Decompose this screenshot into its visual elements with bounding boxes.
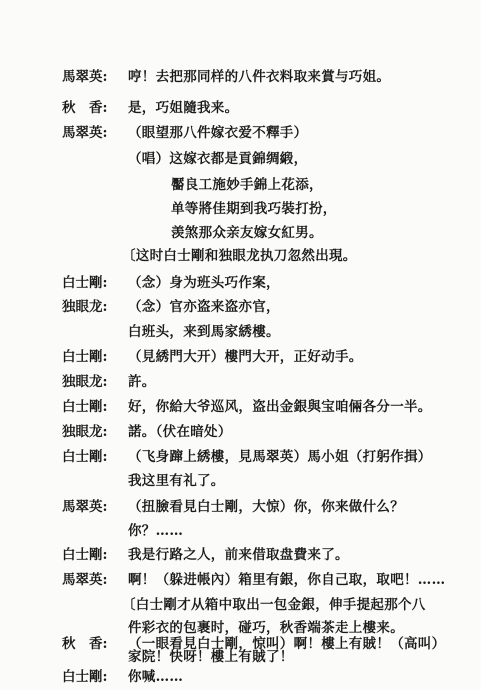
line-text: 哼！去把那同样的八件衣料取来賞与巧姐。 xyxy=(128,69,391,85)
line-text: 你喊…… xyxy=(128,669,184,685)
dialogue-line xyxy=(0,296,481,318)
line-text: 件彩衣的包裹时，碰巧，秋香端茶走上樓来。 xyxy=(128,620,404,636)
speaker-name: 白士剛: xyxy=(62,669,108,685)
speaker-name: 独眼龙: xyxy=(62,424,108,440)
dialogue-line xyxy=(0,346,481,368)
line-text: 你？…… xyxy=(128,523,184,539)
line-text: 家院！快呀！樓上有賊了！ xyxy=(128,649,294,665)
speaker-name: 白士剛: xyxy=(62,547,108,563)
line-text: 〔白士剛才从箱中取出一包金銀，伸手提起那个八 xyxy=(122,597,426,613)
line-text: 是，巧姐隨我来。 xyxy=(128,100,239,116)
line-text: 单等將佳期到我巧裝打扮， xyxy=(171,201,337,217)
line-text: （唱）这嫁衣都是貢錦绸緞， xyxy=(128,151,308,167)
dialogue-line xyxy=(0,97,481,119)
speaker-name: 白士剛: xyxy=(62,275,108,291)
speaker-name: 白士剛: xyxy=(62,399,108,415)
speaker-name: 独眼龙: xyxy=(62,374,108,390)
line-text: 我是行路之人，前来借取盘費来了。 xyxy=(128,547,349,563)
line-text: （念）官亦盗来盗亦官， xyxy=(128,299,280,315)
line-text: 我这里有礼了。 xyxy=(128,473,225,489)
dialogue-line xyxy=(0,446,481,468)
line-text: 羡煞那众亲友嫁女紅男。 xyxy=(171,225,323,241)
speaker-name: 白士剛: xyxy=(62,449,108,465)
dialogue-line xyxy=(0,396,481,418)
verse-line xyxy=(0,174,481,196)
speaker-name: 馬翠英: xyxy=(62,69,108,85)
line-text: （飞身蹿上綉樓，見馬翠英）馬小姐（打躬作揖） xyxy=(128,449,432,465)
dialogue-line xyxy=(0,421,481,443)
stage-direction xyxy=(0,245,481,267)
dialogue-line xyxy=(0,520,481,542)
line-text: 〔这时白士剛和独眼龙执刀忽然出現。 xyxy=(122,248,357,264)
line-text: （扭臉看見白士剛，大惊）你，你来做什么？ xyxy=(128,499,404,515)
stage-direction xyxy=(0,594,481,616)
line-text: 許。 xyxy=(128,374,156,390)
line-text: （念）身为班头巧作案， xyxy=(128,275,280,291)
line-text: 靨良工施妙手錦上花添， xyxy=(171,177,323,193)
dialogue-line xyxy=(0,470,481,492)
dialogue-line xyxy=(0,496,481,518)
speaker-name: 馬翠英: xyxy=(62,499,108,515)
speaker-name: 独眼龙: xyxy=(62,299,108,315)
sung-line xyxy=(0,148,481,170)
line-text: （眼望那八件嫁衣爱不釋手） xyxy=(128,125,308,141)
speaker-name: 秋 香: xyxy=(62,100,108,116)
dialogue-line xyxy=(0,544,481,566)
dialogue-line xyxy=(0,66,481,88)
dialogue-line xyxy=(0,646,481,668)
speaker-name: 馬翠英: xyxy=(62,572,108,588)
line-text: 諾。（伏在暗处） xyxy=(128,424,232,440)
line-text: （一眼看見白士剛，惊叫）啊！樓上有賊！（高叫） xyxy=(128,636,446,652)
speaker-name: 馬翠英: xyxy=(62,125,108,141)
dialogue-line xyxy=(0,371,481,393)
line-text: 啊！（躲进帳內）箱里有銀，你自己取，取吧！…… xyxy=(128,572,446,588)
verse-line xyxy=(0,198,481,220)
line-text: （見綉門大开）樓門大开，正好动手。 xyxy=(128,349,363,365)
dialogue-line xyxy=(0,666,481,688)
speaker-name: 白士剛: xyxy=(62,349,108,365)
dialogue-line xyxy=(0,569,481,591)
line-text: 好，你給大爷巡风，盗出金銀與宝咱倆各分一半。 xyxy=(128,399,432,415)
dialogue-line xyxy=(0,321,481,343)
verse-line xyxy=(0,222,481,244)
line-text: 白班头，来到馬家綉樓。 xyxy=(128,324,280,340)
dialogue-line xyxy=(0,272,481,294)
dialogue-line xyxy=(0,122,481,144)
speaker-name: 秋 香: xyxy=(62,636,108,652)
